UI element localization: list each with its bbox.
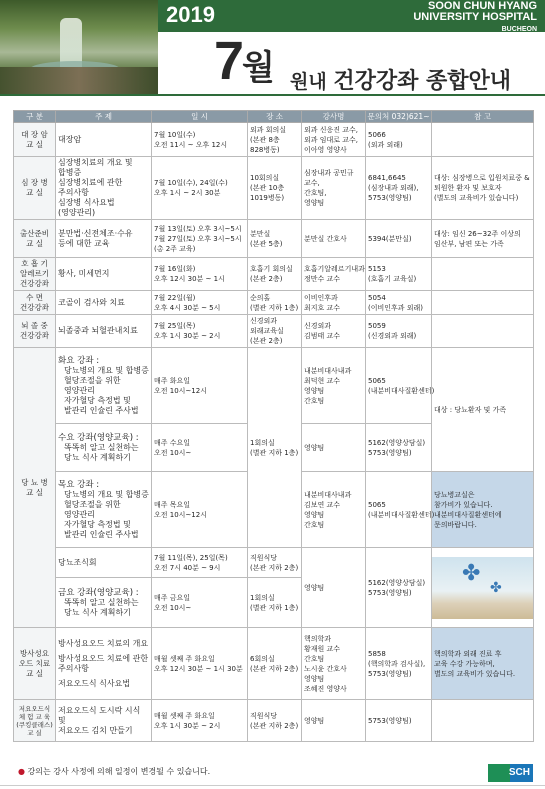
col-place: 장 소: [248, 111, 302, 123]
row-place: 10회의실 (본관 10층 1019병동): [248, 157, 302, 220]
wed-contact: 5162(영양상담실) 5753(영양팀): [366, 424, 432, 472]
diabetes-place: 1회의실 (별관 지하 1층): [248, 348, 302, 548]
col-category: 구 분: [14, 111, 56, 123]
row-date: 7월 22일(월) 오후 4시 30분 ~ 5시: [152, 291, 248, 315]
diabetes-category: 당 뇨 병 교 실: [14, 348, 56, 628]
row-date: 7월 10일(수), 24일(수) 오후 1시 ~ 2시 30분: [152, 157, 248, 220]
lowiodine-category: 저요오드식 체 험 교 육 (쿠킹클래스) 교 실: [14, 700, 56, 742]
row-speaker: 신경외과 김범태 교수: [302, 315, 366, 348]
cook-topic: 당뇨조식회: [56, 548, 152, 578]
tue-item: 자가혈당 측정법 및: [64, 395, 131, 405]
tue-item: 발관리 인슐린 주사법: [64, 405, 139, 415]
row-category: 뇌 졸 중 건강강좌: [14, 315, 56, 348]
row-note: 대상: 심장병으로 입원치료중 & 퇴원한 환자 및 보호자 (별도의 교육비가 있습니다): [432, 157, 534, 220]
pinwheel-icon: ✤: [490, 579, 502, 596]
row-date: 7월 25일(목) 오후 1시 30분 ~ 2시: [152, 315, 248, 348]
fri-item: 당뇨 식사 계획하기: [64, 607, 131, 617]
col-date: 일 시: [152, 111, 248, 123]
row-topic: 심장병치료의 개요 및 합병증 심장병치료에 관한 주의사항 심장병 식사요법(영양관리): [56, 157, 152, 220]
wed-topic: [56, 424, 152, 472]
bullet-icon: ●: [18, 767, 25, 776]
thu-head: 목요 강좌 :: [58, 479, 100, 490]
row-category: 호 흡 기 알레르기 건강강좌: [14, 258, 56, 291]
wed-head: 수요 강좌(영양교육) :: [58, 432, 139, 443]
thu-topic: [56, 472, 152, 548]
row-topic: 분만법·신전체조·수유 등에 대한 교육: [56, 220, 152, 258]
page-title: [290, 64, 511, 95]
wed-item: 똑똑히 알고 실천하는: [64, 442, 139, 452]
row-contact: 5066 (외과 외래): [366, 123, 432, 157]
row-date: 7월 10일(수) 오전 11시 ~ 오후 12시: [152, 123, 248, 157]
row-note: 대상: 임신 26~32주 이상의 임산부, 남편 또는 가족: [432, 220, 534, 258]
schedule-table: [13, 110, 534, 742]
table-row: [14, 157, 534, 220]
lowiodine-contact: 5753(영양팀): [366, 700, 432, 742]
row-speaker: 심장내과 공민규 교수, 간호팀, 영양팀: [302, 157, 366, 220]
table-row: [14, 258, 534, 291]
row-note: [432, 258, 534, 291]
col-topic: 주 제: [56, 111, 152, 123]
hospital-line2: UNIVERSITY HOSPITAL: [413, 11, 537, 23]
sch-logo: SCH: [488, 764, 533, 782]
title-main: 건강강좌 종합안내: [333, 69, 512, 94]
row-speaker: 이비인후과 최지호 교수: [302, 291, 366, 315]
row-category: 수 면 건강강좌: [14, 291, 56, 315]
fri-topic: [56, 578, 152, 628]
tue-date: 매주 화요일 오전 10시~12시: [152, 348, 248, 424]
fri-date: 매주 금요일 오전 10시~: [152, 578, 248, 628]
month-number: 7: [214, 31, 243, 91]
table-row: [14, 123, 534, 157]
divider: [0, 94, 545, 96]
diabetes-note: 대상 : 당뇨환자 및 가족: [432, 348, 534, 472]
fri-contact: 5162(영양상담실) 5753(영양팀): [366, 548, 432, 628]
row-topic: 뇌졸중과 뇌혈관내치료: [56, 315, 152, 348]
row-note: [432, 315, 534, 348]
row-note: [432, 123, 534, 157]
table-row: [14, 700, 534, 742]
tue-contact: 5065 (내분비대사질환센터): [366, 348, 432, 424]
tue-speaker: 내분비대사내과 최덕현 교수 영양팀 간호팀: [302, 348, 366, 424]
radiation-speaker: 핵의학과 황재원 교수 간호팀 노시윤 간호사 영양팀 조혜진 영양사: [302, 628, 366, 700]
row-contact: 5054 (이비인후과 외래): [366, 291, 432, 315]
lowiodine-topic: 저요오드식 도시락 시식 및 저요오드 김치 만들기: [56, 700, 152, 742]
wed-date: 매주 수요일 오전 10시~: [152, 424, 248, 472]
thu-contact: 5065 (내분비대사질환센터): [366, 472, 432, 548]
row-place: 순의홀 (별관 지하 1층): [248, 291, 302, 315]
month: [214, 30, 275, 92]
row-note: [432, 291, 534, 315]
row-category: 대 장 암 교 실: [14, 123, 56, 157]
radiation-category: 방사성요 오드 치료 교 실: [14, 628, 56, 700]
month-unit: 월: [242, 49, 275, 87]
table-row: [14, 628, 534, 700]
radiation-topic: 방사성요오드 치료의 개요: [58, 638, 149, 648]
hospital-line3: BUCHEON: [501, 26, 537, 33]
row-topic: 코골이 검사와 치료: [56, 291, 152, 315]
row-speaker: 분만실 간호사: [302, 220, 366, 258]
fri-item: 똑똑히 알고 실천하는: [64, 597, 139, 607]
footer-note: [18, 766, 210, 777]
tue-head: 화요 강좌 :: [58, 355, 100, 366]
col-contact: 문의처 032)621~: [366, 111, 432, 123]
radiation-topic: 저요오드식 식사요법: [58, 678, 131, 688]
row-contact: 6841,6645 (심장내과 외래), 5753(영양팀): [366, 157, 432, 220]
col-note: 참 고: [432, 111, 534, 123]
table-header: [14, 111, 534, 123]
row-category: 심 장 병 교 실: [14, 157, 56, 220]
table-row: [14, 348, 534, 424]
table-row: [14, 291, 534, 315]
hospital-name: [413, 1, 537, 35]
tue-topic: [56, 348, 152, 424]
row-category: 출산준비 교 실: [14, 220, 56, 258]
thu-item: 당뇨병의 개요 및 합병증: [64, 489, 149, 499]
row-topic: 대장암: [56, 123, 152, 157]
row-speaker: 외과 신응진 교수, 외과 임대로 교수, 이아영 영양사: [302, 123, 366, 157]
lowiodine-date: 매월 셋째 주 화요일 오후 1시 30분 ~ 2시: [152, 700, 248, 742]
hospital-line1: SOON CHUN HYANG: [428, 0, 537, 12]
windmill-photo: [432, 548, 534, 628]
lowiodine-note: [432, 700, 534, 742]
radiation-place: 6회의실 (본관 지하 2층): [248, 628, 302, 700]
row-contact: 5153 (호흡기 교육실): [366, 258, 432, 291]
pinwheel-icon: ✤: [462, 560, 481, 586]
thu-item: 발관리 인슐린 주사법: [64, 529, 139, 539]
col-speaker: 강사명: [302, 111, 366, 123]
cook-place: 직원식당 (본관 지하 2층): [248, 548, 302, 578]
radiation-date: 매월 셋째 주 화요일 오후 12시 30분 ~ 1시 30분: [152, 628, 248, 700]
lowiodine-speaker: 영양팀: [302, 700, 366, 742]
radiation-note: 핵의학과 외래 진료 후 교육 수강 가능하며, 별도의 교육비가 있습니다.: [432, 628, 534, 700]
row-date: 7월 13일(토) 오후 3시~5시 7월 27일(토) 오후 3시~5시 (총 2주 교육): [152, 220, 248, 258]
thu-item: 자가혈당 측정법 및: [64, 519, 131, 529]
thu-speaker: 내분비대사내과 김보연 교수 영양팀 간호팀: [302, 472, 366, 548]
year: 2019: [166, 2, 215, 27]
bottom-line: [0, 785, 545, 786]
thu-date: 매주 목요일 오전 10시~12시: [152, 472, 248, 548]
wed-item: 당뇨 식사 계획하기: [64, 452, 131, 462]
fri-speaker: 영양팀: [302, 548, 366, 628]
lowiodine-place: 직원식당 (본관 지하 2층): [248, 700, 302, 742]
row-speaker: 호흡기알레르기내과 정만수 교수: [302, 258, 366, 291]
wed-speaker: 영양팀: [302, 424, 366, 472]
row-place: 신경외과 외래교육실 (본관 2층): [248, 315, 302, 348]
tue-item: 혈당조절을 위한 영양관리: [64, 375, 121, 395]
radiation-contact: 5858 (핵의학과 검사실), 5753(영양팀): [366, 628, 432, 700]
fri-head: 금요 강좌(영양교육) :: [58, 587, 139, 598]
title-prefix: 원내: [290, 71, 327, 93]
row-contact: 5059 (신경외과 외래): [366, 315, 432, 348]
diabetes-fee-note: 당뇨병교실은 참가비가 있습니다. 내분비대사질환센터에 문의바랍니다.: [432, 472, 534, 548]
row-place: 외과 회의실 (본관 8층 828병동): [248, 123, 302, 157]
waterfall-photo: [0, 0, 158, 95]
row-place: 호흡기 회의실 (본관 2층): [248, 258, 302, 291]
footer-note-text: 강의는 강사 사정에 의해 일정이 변경될 수 있습니다.: [27, 767, 211, 776]
row-topic: 황사, 미세먼지: [56, 258, 152, 291]
radiation-topic: 방사성요오드 치료에 관한 주의사항: [58, 653, 149, 673]
row-date: 7월 16일(화) 오후 12시 30분 ~ 1시: [152, 258, 248, 291]
tue-item: 당뇨병의 개요 및 합병증: [64, 365, 149, 375]
row-place: 분만실 (본관 5층): [248, 220, 302, 258]
header: [0, 0, 545, 95]
table-row: [14, 315, 534, 348]
thu-item: 혈당조절을 위한 영양관리: [64, 499, 121, 519]
fri-place: 1회의실 (별관 지하 1층): [248, 578, 302, 628]
table-row: [14, 548, 534, 578]
cook-date: 7월 11일(목), 25일(목) 오전 7시 40분 ~ 9시: [152, 548, 248, 578]
table-row: [14, 220, 534, 258]
row-contact: 5394(분만실): [366, 220, 432, 258]
radiation-topics: [56, 628, 152, 700]
